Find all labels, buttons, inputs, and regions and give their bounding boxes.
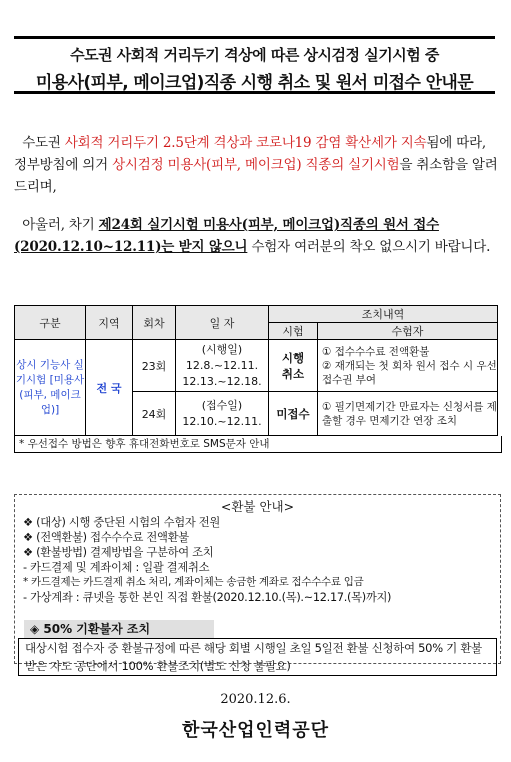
date24-label: (접수일) — [201, 398, 243, 412]
title-line2: 미용사(피부, 메이크업)직종 시행 취소 및 원서 미접수 안내문 — [35, 73, 474, 93]
p1-a: 수도권 — [22, 135, 65, 151]
cell-region: 전 국 — [86, 340, 133, 436]
title-line1: 수도권 사회적 거리두기 격상에 따른 상시검정 실기시험 중 — [70, 46, 439, 64]
cell-date-23 — [176, 340, 269, 392]
refund-head: <환불 안내> — [220, 499, 295, 514]
title-box — [14, 36, 495, 94]
cell-round-24: 24회 — [133, 392, 176, 436]
organization-name: 한국산업인력공단 — [181, 720, 330, 741]
half-refund-text: 대상시험 접수자 중 환불규정에 따른 해당 회별 시행일 초일 5일전 환불 신청하여 50% 기 환불받은 자도 공단에서 100% 환불조치(별도 신청 불필요) — [18, 638, 497, 676]
th-exam: 시험 — [269, 323, 318, 340]
p1-b: 사회적 거리두기 2.5단계 격상과 코로나19 감염 확산세가 지속 — [64, 135, 427, 151]
th-date: 일 자 — [176, 306, 269, 340]
cell-date-24 — [176, 392, 269, 436]
p2-c: 수험자 여러분의 착오 없으시기 바랍니다. — [247, 239, 491, 255]
th-category: 구분 — [15, 306, 86, 340]
refund-line-4: - 카드결제 및 계좌이체 : 일괄 결제취소 — [23, 561, 210, 574]
refund-line-1: ❖ (대상) 시행 중단된 시험의 수험자 전원 — [23, 516, 220, 529]
refund-line-5: * 카드결제는 카드결제 취소 처리, 계좌이체는 송금한 계좌로 접수수수료 입금 — [23, 576, 364, 588]
half-refund-title: ◈ 50% 기환불자 조치 — [24, 620, 214, 638]
cell-exam-24: 미접수 — [269, 392, 318, 436]
date23-1: 12.8.~12.11. — [185, 358, 259, 372]
th-round: 회차 — [133, 306, 176, 340]
th-candidate: 수험자 — [318, 323, 498, 340]
cell-category: 상시 기능사 실기시험 [미용사(피부, 메이크업)] — [15, 340, 86, 436]
refund-line-2: ❖ (전액환불) 접수수수료 전액환불 — [23, 531, 189, 544]
cell-candidate-24: ① 필기면제기간 만료자는 신청서를 제출할 경우 면제기간 연장 조치 — [318, 392, 498, 436]
th-measure: 조치내역 — [269, 306, 498, 323]
refund-line-3: ❖ (환불방법) 결제방법을 구분하여 조치 — [23, 546, 214, 559]
p2-a: 아울러, 차기 — [22, 217, 99, 233]
cell-round-23: 23회 — [133, 340, 176, 392]
paragraph-1 — [14, 132, 501, 198]
paragraph-2 — [14, 214, 501, 258]
p1-d: 상시검정 미용사(피부, 메이크업) 직종의 실기시험 — [112, 157, 400, 173]
th-region: 지역 — [86, 306, 133, 340]
refund-line-6: - 가상계좌 : 큐넷을 통한 본인 직접 환불(2020.12.10.(목).~12.17.(목)까지) — [23, 591, 392, 604]
table-note: * 우선접수 방법은 향후 휴대전화번호로 SMS문자 안내 — [14, 436, 502, 453]
c23-1: ① 접수수수료 전액환불 — [322, 345, 430, 358]
schedule-table — [14, 305, 498, 436]
date24-1: 12.10.~12.11. — [182, 414, 262, 428]
p1-e: 을 취소함을 알려 드리며, — [14, 157, 498, 195]
date23-label: (시행일) — [201, 342, 243, 356]
cell-exam-23: 시행 취소 — [269, 340, 318, 392]
date23-2: 12.13.~12.18. — [182, 374, 262, 388]
p2-b: 제24회 실기시험 미용사(피부, 메이크업)직종의 원서 접수(2020.12.10~12.11)는 받지 않으니 — [14, 217, 439, 255]
c23-2: ② 재개되는 첫 회차 원서 접수 시 우선접수권 부여 — [322, 359, 497, 386]
cell-candidate-23 — [318, 340, 498, 392]
p1-c: 됨에 따라, 정부방침에 의거 — [14, 135, 486, 173]
notice-date: 2020.12.6. — [220, 692, 291, 707]
